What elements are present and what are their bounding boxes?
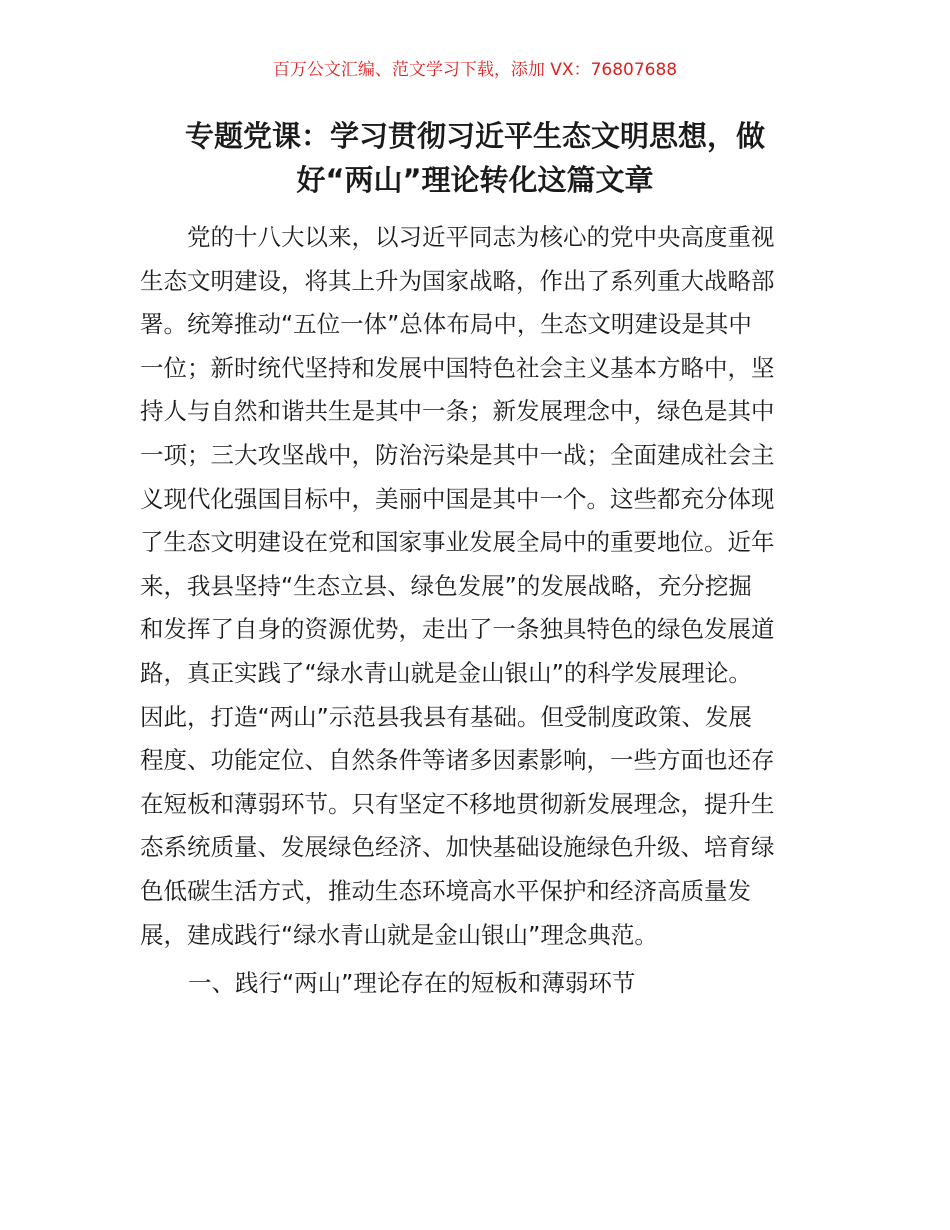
- intro-paragraph: [140, 216, 812, 957]
- title-line: 专题党课：学习贯彻习近平生态文明思想，做: [184, 119, 765, 153]
- paragraph-line: 在短板和薄弱环节。只有坚定不移地贯彻新发展理念，提升生: [140, 789, 775, 818]
- paragraph-line: 署。统筹推动“五位一体”总体布局中，生态文明建设是其中: [140, 310, 752, 339]
- paragraph-line: 路，真正实践了“绿水青山就是金山银山”的科学发展理论。: [140, 658, 752, 687]
- paragraph-line: 色低碳生活方式，推动生态环境高水平保护和经济高质量发: [140, 876, 751, 905]
- paragraph-line: 党的十八大以来，以习近平同志为核心的党中央高度重视: [140, 223, 775, 251]
- paragraph-line: 程度、功能定位、自然条件等诸多因素影响，一些方面也还存: [140, 746, 775, 775]
- paragraph-line: 了生态文明建设在党和国家事业发展全局中的重要地位。近年: [140, 528, 775, 557]
- paragraph-line: 态系统质量、发展绿色经济、加快基础设施绿色升级、培育绿: [140, 833, 775, 862]
- section-heading: 一、践行“两山”理论存在的短板和薄弱环节: [188, 969, 636, 997]
- paragraph-line: 展，建成践行“绿水青山就是金山银山”理念典范。: [140, 920, 658, 949]
- paragraph-line: 一位；新时统代坚持和发展中国特色社会主义基本方略中，坚: [140, 353, 775, 382]
- paragraph-line: 一项；三大攻坚战中，防治污染是其中一战；全面建成社会主: [140, 440, 775, 469]
- paragraph-line: 义现代化强国目标中，美丽中国是其中一个。这些都充分体现: [140, 484, 775, 513]
- paragraph-line: 生态文明建设，将其上升为国家战略，作出了系列重大战略部: [140, 266, 775, 295]
- watermark-banner: 百万公文汇编、范文学习下载，添加 VX：76807688: [272, 60, 678, 80]
- title-line: 好“两山”理论转化这篇文章: [296, 163, 654, 197]
- paragraph-line: 和发挥了自身的资源优势，走出了一条独具特色的绿色发展道: [140, 615, 775, 644]
- paragraph-line: 持人与自然和谐共生是其中一条；新发展理念中，绿色是其中: [140, 397, 775, 426]
- document-title: [140, 114, 810, 202]
- paragraph-line: 因此，打造“两山”示范县我县有基础。但受制度政策、发展: [140, 702, 752, 731]
- paragraph-line: 来，我县坚持“生态立县、绿色发展”的发展战略，充分挖掘: [140, 571, 752, 600]
